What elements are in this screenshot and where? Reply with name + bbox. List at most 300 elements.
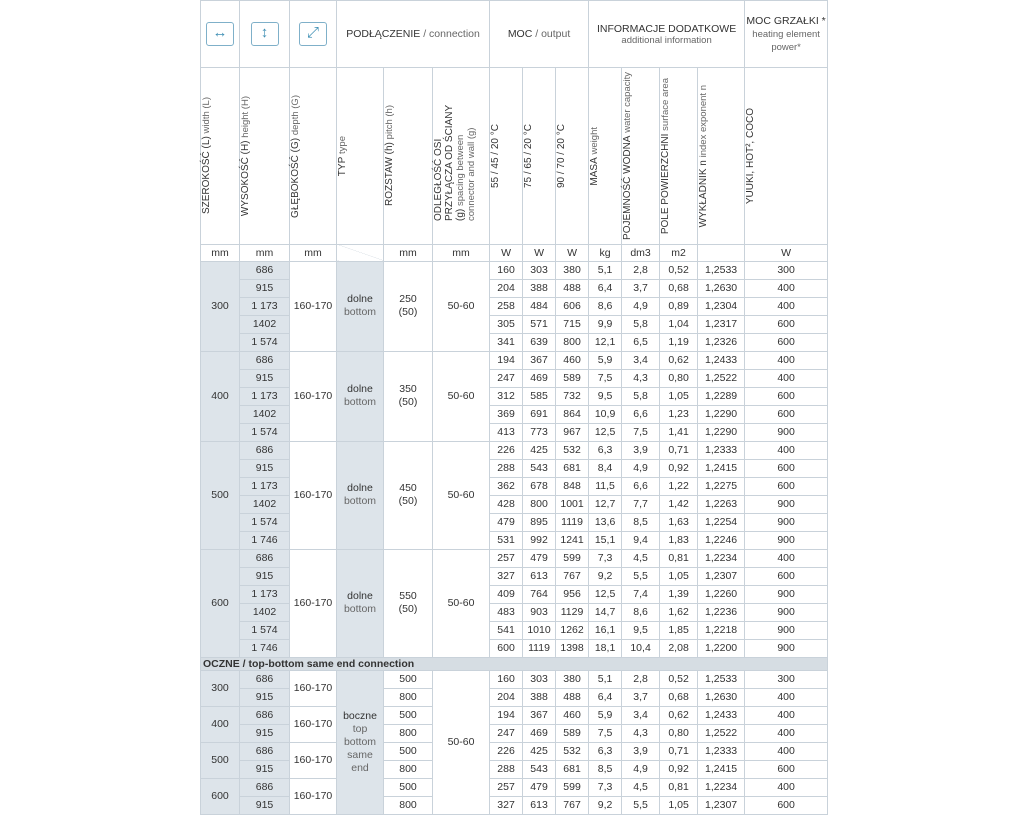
value-cell: 257 (490, 549, 523, 567)
width-arrows-icon: ↔ (206, 22, 234, 46)
value-cell: 4,3 (622, 369, 660, 387)
value-cell: 1119 (523, 639, 556, 657)
value-cell: 8,6 (589, 297, 622, 315)
pitch-alt: (50) (398, 306, 418, 319)
value-cell: 7,3 (589, 778, 622, 796)
pitch-value: 250 (399, 293, 417, 306)
value-cell: 12,5 (589, 423, 622, 441)
type-en: bottom (343, 396, 377, 409)
height-cell: 1 746 (240, 531, 290, 549)
value-cell: 15,1 (589, 531, 622, 549)
value-cell: 400 (745, 688, 828, 706)
value-cell: 1,39 (660, 585, 698, 603)
value-cell: 9,2 (589, 796, 622, 814)
value-cell: 483 (490, 603, 523, 621)
table-header (201, 1, 828, 262)
value-cell: 1,2263 (698, 495, 745, 513)
value-cell: 400 (745, 441, 828, 459)
value-cell: 7,7 (622, 495, 660, 513)
value-cell: 0,80 (660, 724, 698, 742)
pitch-value: 350 (399, 383, 417, 396)
value-cell: 1,2333 (698, 441, 745, 459)
value-cell: 14,7 (589, 603, 622, 621)
value-cell: 732 (556, 387, 589, 405)
value-cell: 613 (523, 567, 556, 585)
depth-cell: 160-170 (290, 670, 337, 706)
value-cell: 1,63 (660, 513, 698, 531)
height-cell: 915 (240, 760, 290, 778)
pitch-cell (384, 549, 433, 657)
value-cell: 6,6 (622, 477, 660, 495)
value-cell: 1,62 (660, 603, 698, 621)
value-cell: 6,3 (589, 742, 622, 760)
value-cell: 4,5 (622, 778, 660, 796)
col-capacity: POJEMNOŚĆ WODNA water capacity (622, 68, 660, 245)
value-cell: 9,5 (622, 621, 660, 639)
value-cell: 400 (745, 549, 828, 567)
value-cell: 479 (490, 513, 523, 531)
type-en: bottom (343, 495, 377, 508)
value-cell: 400 (745, 351, 828, 369)
value-cell: 3,4 (622, 706, 660, 724)
value-cell: 388 (523, 279, 556, 297)
value-cell: 1,19 (660, 333, 698, 351)
value-cell: 1,2289 (698, 387, 745, 405)
value-cell: 428 (490, 495, 523, 513)
unit-cell: dm3 (622, 244, 660, 261)
unit-cell: mm (201, 244, 240, 261)
height-cell: 1 574 (240, 333, 290, 351)
value-cell: 900 (745, 603, 828, 621)
height-cell: 1402 (240, 603, 290, 621)
height-cell: 915 (240, 369, 290, 387)
value-cell: 600 (745, 405, 828, 423)
type-cell (337, 351, 384, 441)
height-cell: 686 (240, 742, 290, 760)
type-pl: dolne (347, 293, 373, 306)
value-cell: 6,5 (622, 333, 660, 351)
value-cell: 1129 (556, 603, 589, 621)
value-cell: 1,2433 (698, 351, 745, 369)
value-cell: 0,62 (660, 351, 698, 369)
value-cell: 1241 (556, 531, 589, 549)
value-cell: 10,4 (622, 639, 660, 657)
type-pl: dolne (347, 482, 373, 495)
value-cell: 8,6 (622, 603, 660, 621)
height-cell: 1 574 (240, 621, 290, 639)
value-cell: 0,52 (660, 670, 698, 688)
value-cell: 380 (556, 670, 589, 688)
value-cell: 5,8 (622, 387, 660, 405)
depth-cell: 160-170 (290, 261, 337, 351)
value-cell: 16,1 (589, 621, 622, 639)
width-cell: 600 (201, 549, 240, 657)
value-cell: 0,68 (660, 688, 698, 706)
value-cell: 0,92 (660, 459, 698, 477)
value-cell: 226 (490, 441, 523, 459)
height-cell: 915 (240, 688, 290, 706)
height-cell: 686 (240, 441, 290, 459)
height-cell: 1402 (240, 495, 290, 513)
value-cell: 764 (523, 585, 556, 603)
value-cell: 589 (556, 369, 589, 387)
type-pl: dolne (347, 383, 373, 396)
value-cell: 303 (523, 261, 556, 279)
value-cell: 600 (490, 639, 523, 657)
type-cell (337, 261, 384, 351)
value-cell: 409 (490, 585, 523, 603)
type-pl: boczne (343, 709, 377, 722)
height-cell: 686 (240, 778, 290, 796)
value-cell: 327 (490, 567, 523, 585)
value-cell: 2,8 (622, 261, 660, 279)
value-cell: 3,7 (622, 688, 660, 706)
value-cell: 6,4 (589, 688, 622, 706)
table-row (201, 706, 828, 724)
value-cell: 895 (523, 513, 556, 531)
heater-power-header: MOC GRZAŁKI * heating element power* (745, 1, 828, 68)
value-cell: 400 (745, 297, 828, 315)
col-output-55: 55 / 45 / 20 °C (490, 68, 523, 245)
value-cell: 571 (523, 315, 556, 333)
value-cell: 1,2522 (698, 369, 745, 387)
height-arrows-icon: ↕ (251, 22, 279, 46)
depth-arrows-icon: ⤢ (299, 22, 327, 46)
value-cell: 800 (556, 333, 589, 351)
value-cell: 1,2304 (698, 297, 745, 315)
pitch-alt: (50) (398, 396, 418, 409)
unit-cell: W (556, 244, 589, 261)
value-cell: 0,81 (660, 549, 698, 567)
value-cell: 0,92 (660, 760, 698, 778)
value-cell: 956 (556, 585, 589, 603)
value-cell: 400 (745, 279, 828, 297)
value-cell: 600 (745, 477, 828, 495)
value-cell: 900 (745, 639, 828, 657)
value-cell: 532 (556, 742, 589, 760)
value-cell: 0,68 (660, 279, 698, 297)
value-cell: 606 (556, 297, 589, 315)
value-cell: 6,3 (589, 441, 622, 459)
value-cell: 488 (556, 688, 589, 706)
unit-cell: m2 (660, 244, 698, 261)
value-cell: 388 (523, 688, 556, 706)
unit-cell: kg (589, 244, 622, 261)
value-cell: 400 (745, 742, 828, 760)
height-cell: 915 (240, 459, 290, 477)
height-cell: 1 746 (240, 639, 290, 657)
value-cell: 992 (523, 531, 556, 549)
value-cell: 5,8 (622, 315, 660, 333)
unit-cell (337, 244, 384, 261)
value-cell: 400 (745, 724, 828, 742)
height-cell: 915 (240, 796, 290, 814)
value-cell: 1,23 (660, 405, 698, 423)
type-en: top bottom same end (343, 722, 377, 774)
height-cell: 686 (240, 261, 290, 279)
unit-cell: mm (240, 244, 290, 261)
col-depth: GŁĘBOKOŚĆ (G) depth (G) (290, 68, 337, 245)
section-title: OCZNE / top-bottom same end connection (201, 657, 828, 670)
depth-cell: 160-170 (290, 742, 337, 778)
spec-table (200, 0, 828, 815)
value-cell: 800 (523, 495, 556, 513)
pitch-cell: 800 (384, 688, 433, 706)
pitch-cell (384, 261, 433, 351)
radiator-spec-table (200, 0, 827, 812)
value-cell: 543 (523, 459, 556, 477)
value-cell: 460 (556, 351, 589, 369)
value-cell: 369 (490, 405, 523, 423)
value-cell: 247 (490, 724, 523, 742)
height-icon-cell (240, 1, 290, 68)
width-cell: 500 (201, 441, 240, 549)
value-cell: 288 (490, 459, 523, 477)
additional-info-header: INFORMACJE DODATKOWE additional information (589, 1, 745, 68)
value-cell: 1,05 (660, 567, 698, 585)
value-cell: 681 (556, 459, 589, 477)
value-cell: 300 (745, 670, 828, 688)
value-cell: 1,2290 (698, 423, 745, 441)
value-cell: 1,05 (660, 796, 698, 814)
value-cell: 3,9 (622, 742, 660, 760)
value-cell: 6,6 (622, 405, 660, 423)
value-cell: 0,52 (660, 261, 698, 279)
value-cell: 303 (523, 670, 556, 688)
value-cell: 5,5 (622, 796, 660, 814)
height-cell: 1 173 (240, 297, 290, 315)
height-cell: 915 (240, 724, 290, 742)
value-cell: 12,7 (589, 495, 622, 513)
pitch-cell: 800 (384, 796, 433, 814)
value-cell: 1,2260 (698, 585, 745, 603)
value-cell: 5,1 (589, 670, 622, 688)
height-cell: 1402 (240, 315, 290, 333)
value-cell: 460 (556, 706, 589, 724)
value-cell: 5,9 (589, 351, 622, 369)
value-cell: 6,4 (589, 279, 622, 297)
pitch-cell (384, 351, 433, 441)
type-en: bottom (343, 306, 377, 319)
value-cell: 7,4 (622, 585, 660, 603)
unit-cell: W (490, 244, 523, 261)
value-cell: 531 (490, 531, 523, 549)
value-cell: 5,1 (589, 261, 622, 279)
value-cell: 226 (490, 742, 523, 760)
pitch-cell: 800 (384, 760, 433, 778)
output-header: MOC / output (490, 1, 589, 68)
value-cell: 600 (745, 796, 828, 814)
value-cell: 1,2415 (698, 760, 745, 778)
value-cell: 327 (490, 796, 523, 814)
pitch-alt: (50) (398, 495, 418, 508)
value-cell: 1398 (556, 639, 589, 657)
table-row (201, 549, 828, 567)
value-cell: 7,5 (589, 724, 622, 742)
depth-cell: 160-170 (290, 351, 337, 441)
unit-cell: mm (290, 244, 337, 261)
value-cell: 425 (523, 742, 556, 760)
value-cell: 7,5 (589, 369, 622, 387)
units-row (201, 244, 828, 261)
value-cell: 0,62 (660, 706, 698, 724)
unit-cell: mm (384, 244, 433, 261)
value-cell: 1,2234 (698, 549, 745, 567)
value-cell: 585 (523, 387, 556, 405)
value-cell: 639 (523, 333, 556, 351)
value-cell: 1262 (556, 621, 589, 639)
value-cell: 1,22 (660, 477, 698, 495)
unit-cell: W (745, 244, 828, 261)
unit-cell: W (523, 244, 556, 261)
value-cell: 681 (556, 760, 589, 778)
value-cell: 600 (745, 387, 828, 405)
value-cell: 4,9 (622, 297, 660, 315)
value-cell: 380 (556, 261, 589, 279)
depth-icon-cell (290, 1, 337, 68)
spacing-cell: 50-60 (433, 441, 490, 549)
width-cell: 400 (201, 351, 240, 441)
value-cell: 400 (745, 706, 828, 724)
value-cell: 1,2630 (698, 688, 745, 706)
value-cell: 312 (490, 387, 523, 405)
value-cell: 900 (745, 495, 828, 513)
value-cell: 1,2218 (698, 621, 745, 639)
spacing-cell: 50-60 (433, 351, 490, 441)
value-cell: 160 (490, 670, 523, 688)
col-width: SZEROKOŚĆ (L) width (L) (201, 68, 240, 245)
value-cell: 479 (523, 549, 556, 567)
value-cell: 11,5 (589, 477, 622, 495)
col-spacing: ODLEGŁOŚĆ OSI PRZYŁĄCZA OD ŚCIANY (g) spacing between connector and wall (g) (433, 68, 490, 245)
value-cell: 4,3 (622, 724, 660, 742)
value-cell: 1010 (523, 621, 556, 639)
pitch-value: 550 (399, 590, 417, 603)
value-cell: 1,2522 (698, 724, 745, 742)
value-cell: 600 (745, 333, 828, 351)
width-cell: 400 (201, 706, 240, 742)
height-cell: 1402 (240, 405, 290, 423)
value-cell: 8,4 (589, 459, 622, 477)
bottom-connection-rows (201, 261, 828, 657)
value-cell: 589 (556, 724, 589, 742)
width-cell: 300 (201, 670, 240, 706)
value-cell: 1,2290 (698, 405, 745, 423)
value-cell: 1001 (556, 495, 589, 513)
col-type: TYP type (337, 68, 384, 245)
table-row (201, 261, 828, 279)
value-cell: 599 (556, 549, 589, 567)
value-cell: 1,2333 (698, 742, 745, 760)
pitch-cell: 500 (384, 706, 433, 724)
value-cell: 1,04 (660, 315, 698, 333)
value-cell: 864 (556, 405, 589, 423)
depth-cell: 160-170 (290, 549, 337, 657)
value-cell: 305 (490, 315, 523, 333)
height-cell: 1 574 (240, 513, 290, 531)
value-cell: 12,5 (589, 585, 622, 603)
unit-cell: mm (433, 244, 490, 261)
value-cell: 1,42 (660, 495, 698, 513)
value-cell: 204 (490, 688, 523, 706)
pitch-cell (384, 441, 433, 549)
value-cell: 400 (745, 369, 828, 387)
value-cell: 1,2326 (698, 333, 745, 351)
value-cell: 484 (523, 297, 556, 315)
value-cell: 367 (523, 351, 556, 369)
spacing-cell: 50-60 (433, 670, 490, 814)
type-cell (337, 549, 384, 657)
type-cell (337, 670, 384, 814)
value-cell: 0,81 (660, 778, 698, 796)
value-cell: 5,9 (589, 706, 622, 724)
spacing-cell: 50-60 (433, 549, 490, 657)
type-en: bottom (343, 603, 377, 616)
section-band (201, 657, 828, 670)
value-cell: 1119 (556, 513, 589, 531)
value-cell: 967 (556, 423, 589, 441)
value-cell: 1,2630 (698, 279, 745, 297)
table-row (201, 778, 828, 796)
col-output-75: 75 / 65 / 20 °C (523, 68, 556, 245)
value-cell: 3,9 (622, 441, 660, 459)
pitch-cell: 800 (384, 724, 433, 742)
col-surface: POLE POWIERZCHNI surface area (660, 68, 698, 245)
value-cell: 8,5 (589, 760, 622, 778)
value-cell: 4,9 (622, 760, 660, 778)
value-cell: 600 (745, 760, 828, 778)
value-cell: 13,6 (589, 513, 622, 531)
height-cell: 915 (240, 567, 290, 585)
value-cell: 341 (490, 333, 523, 351)
height-cell: 686 (240, 351, 290, 369)
value-cell: 1,41 (660, 423, 698, 441)
value-cell: 479 (523, 778, 556, 796)
value-cell: 2,8 (622, 670, 660, 688)
value-cell: 1,2246 (698, 531, 745, 549)
value-cell: 10,9 (589, 405, 622, 423)
value-cell: 1,2317 (698, 315, 745, 333)
value-cell: 1,2254 (698, 513, 745, 531)
pitch-value: 450 (399, 482, 417, 495)
value-cell: 1,83 (660, 531, 698, 549)
value-cell: 900 (745, 531, 828, 549)
value-cell: 543 (523, 760, 556, 778)
col-output-90: 90 / 70 / 20 °C (556, 68, 589, 245)
value-cell: 9,4 (622, 531, 660, 549)
same-end-connection-rows (201, 657, 828, 814)
value-cell: 599 (556, 778, 589, 796)
value-cell: 1,2234 (698, 778, 745, 796)
value-cell: 903 (523, 603, 556, 621)
height-cell: 686 (240, 670, 290, 688)
table-row (201, 441, 828, 459)
table-row (201, 742, 828, 760)
width-icon-cell (201, 1, 240, 68)
value-cell: 7,5 (622, 423, 660, 441)
value-cell: 5,5 (622, 567, 660, 585)
value-cell: 900 (745, 621, 828, 639)
col-weight: MASA weight (589, 68, 622, 245)
value-cell: 1,2533 (698, 261, 745, 279)
pitch-alt: (50) (398, 603, 418, 616)
value-cell: 1,05 (660, 387, 698, 405)
value-cell: 9,2 (589, 567, 622, 585)
value-cell: 1,2533 (698, 670, 745, 688)
pitch-cell: 500 (384, 742, 433, 760)
table-row (201, 670, 828, 688)
value-cell: 0,71 (660, 441, 698, 459)
